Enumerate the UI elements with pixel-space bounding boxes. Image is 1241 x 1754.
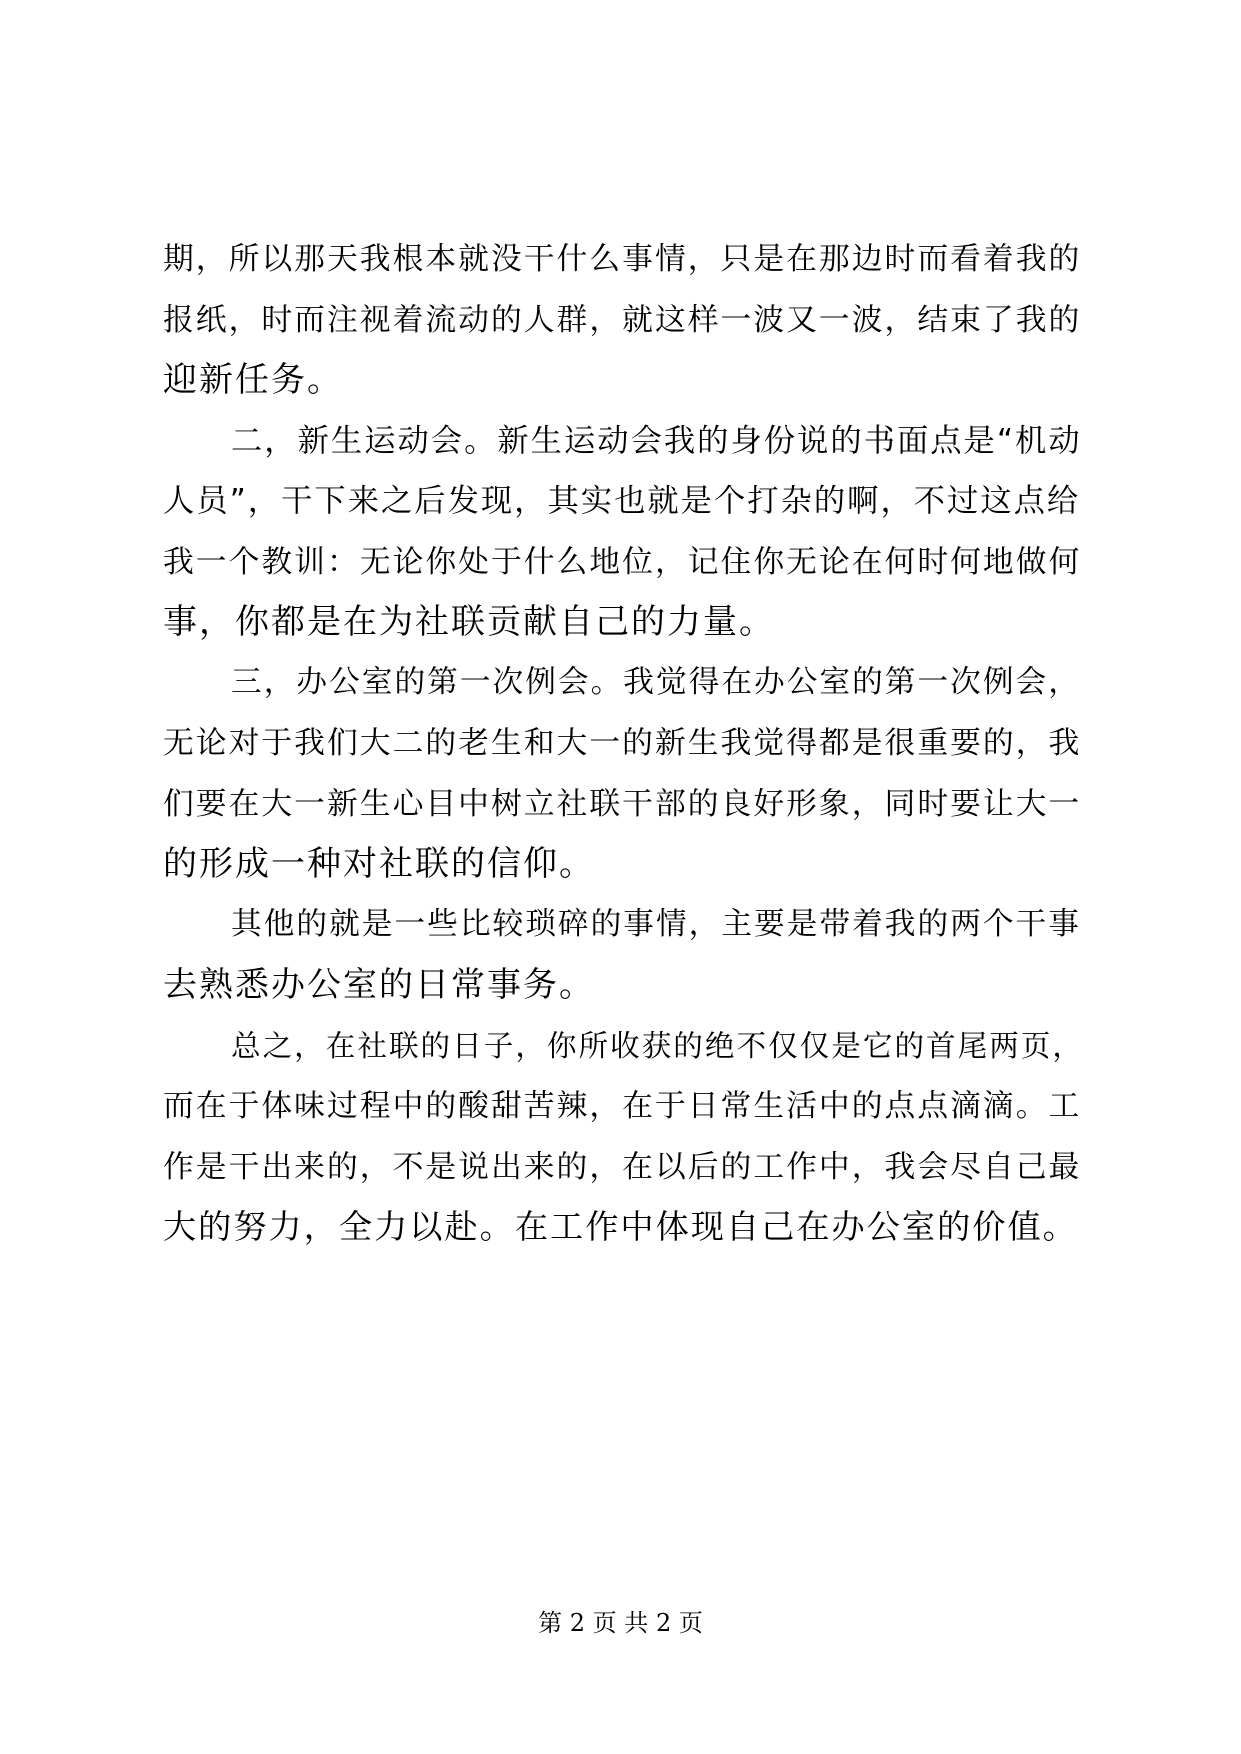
body-line-12: 其他的就是一些比较琐碎的事情，主要是带着我的两个干事 bbox=[231, 906, 1081, 942]
body-line-4: 二，新生运动会。新生运动会我的身份说的书面点是“机动 bbox=[231, 422, 1082, 459]
body-line-11: 的形成一种对社联的信仰。 bbox=[163, 844, 595, 884]
body-line-13: 去熟悉办公室的日常事务。 bbox=[163, 965, 595, 1005]
body-line-1: 期，所以那天我根本就没干什么事情，只是在那边时而看着我的 bbox=[163, 241, 1082, 277]
body-line-7: 事，你都是在为社联贡献自己的力量。 bbox=[163, 602, 775, 642]
document-body bbox=[163, 229, 1085, 1258]
page-footer bbox=[0, 1608, 1241, 1638]
body-line-15: 而在于体味过程中的酸甜苦辣，在于日常生活中的点点滴滴。工 bbox=[163, 1088, 1082, 1124]
body-line-6: 我一个教训：无论你处于什么地位，记住你无论在何时何地做何 bbox=[163, 543, 1082, 580]
body-line-14: 总之，在社联的日子，你所收获的绝不仅仅是它的首尾两页， bbox=[231, 1028, 1085, 1063]
body-line-8: 三，办公室的第一次例会。我觉得在办公室的第一次例会， bbox=[231, 664, 1081, 700]
body-line-2: 报纸，时而注视着流动的人群，就这样一波又一波，结束了我的 bbox=[163, 301, 1082, 338]
body-line-17: 大的努力，全力以赴。在工作中体现自己在办公室的价值。 bbox=[163, 1207, 1078, 1246]
page-number-label: 第 2 页 共 2 页 bbox=[538, 1609, 703, 1637]
body-line-9: 无论对于我们大二的老生和大一的新生我觉得都是很重要的，我 bbox=[163, 725, 1082, 761]
body-line-5: 人员”，干下来之后发现，其实也就是个打杂的啊，不过这点给 bbox=[163, 483, 1081, 519]
body-line-10: 们要在大一新生心目中树立社联干部的良好形象，同时要让大一 bbox=[163, 785, 1082, 822]
body-line-3: 迎新任务。 bbox=[163, 360, 343, 400]
body-line-16: 作是干出来的，不是说出来的，在以后的工作中，我会尽自己最 bbox=[163, 1148, 1082, 1185]
